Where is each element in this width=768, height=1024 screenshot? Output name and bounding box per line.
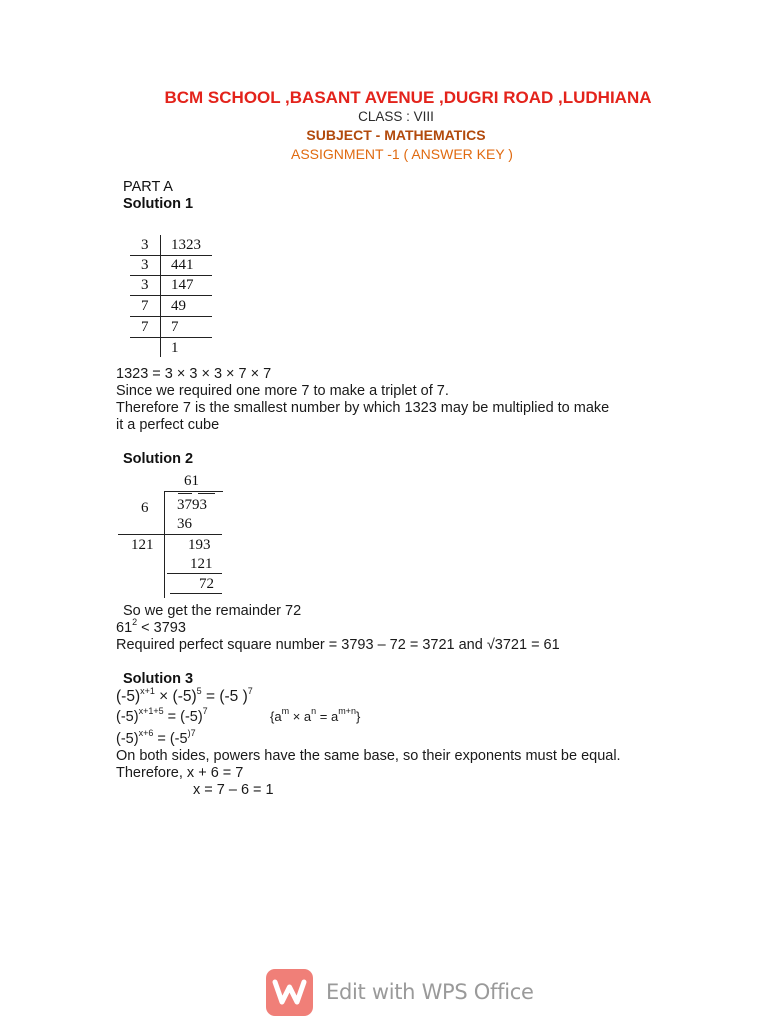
text-line: Therefore 7 is the smallest number by which 1323 may be multiplied to make [116, 400, 610, 416]
text-line: it a perfect cube [116, 417, 220, 433]
value-cell: 7 [171, 319, 179, 335]
inequality-line: $61^2 < 3793$ [116, 617, 186, 636]
value-cell: 441 [171, 257, 194, 273]
exponent-rule: $\{a^m \times a^n = a^{m+n}\}$ [270, 706, 361, 724]
equation-line: $(-5)^{x+1} \times (-5)^5 = (-5$ )$^7$ [116, 686, 253, 705]
factorization-line: 1323 = 3 × 3 × 3 × 7 × 7 [116, 366, 272, 382]
text-line: On both sides, powers have the same base, so their exponents must be equal. [116, 748, 621, 764]
divisor-cell: 3 [141, 257, 149, 273]
subject-label: SUBJECT - MATHEMATICS [306, 127, 486, 143]
solution2-title: Solution 2 [123, 451, 194, 467]
solution3-title: Solution 3 [123, 671, 194, 687]
divisor-cell: 7 [141, 319, 149, 335]
remainder: 72 [199, 576, 214, 592]
subtracted-value: 121 [190, 556, 213, 572]
answer-line: x = 7 – 6 = 1 [193, 782, 274, 798]
assignment-title: ASSIGNMENT -1 ( ANSWER KEY ) [291, 146, 513, 162]
value-cell: 147 [171, 277, 194, 293]
subtracted-value: 36 [177, 516, 192, 532]
text-line: Therefore, x + 6 = 7 [116, 765, 244, 781]
text-line: Since we required one more 7 to make a triplet of 7. [116, 383, 449, 399]
text-line: So we get the remainder 72 [123, 603, 302, 619]
text-line: Required perfect square number = 3793 – 72 = 3721 and √3721 = 61 [116, 637, 560, 653]
value-cell: 49 [171, 298, 186, 314]
value-cell: 1323 [171, 237, 201, 253]
equation-line: $(-5)^{x+6} = (-5^{)7}$ [116, 728, 196, 747]
wps-logo-icon [266, 969, 313, 1016]
quotient: 61 [184, 473, 199, 489]
class-label: CLASS : VIII [358, 109, 434, 124]
wps-edit-link[interactable]: Edit with WPS Office [326, 980, 534, 1004]
solution1-title: Solution 1 [123, 196, 194, 212]
partial-remainder: 193 [188, 537, 211, 553]
divisor: 121 [131, 537, 154, 553]
part-heading: PART A [123, 179, 173, 195]
divisor-cell: 3 [141, 277, 149, 293]
divisor: 6 [141, 500, 149, 516]
school-name: BCM SCHOOL ,BASANT AVENUE ,DUGRI ROAD ,LUDHIANA [164, 88, 652, 107]
value-cell: 1 [171, 340, 179, 356]
equation-line: $(-5)^{x+1+5} = (-5)^7$ [116, 706, 208, 725]
dividend: 3793 [177, 497, 207, 513]
divisor-cell: 7 [141, 298, 149, 314]
divisor-cell: 3 [141, 237, 149, 253]
